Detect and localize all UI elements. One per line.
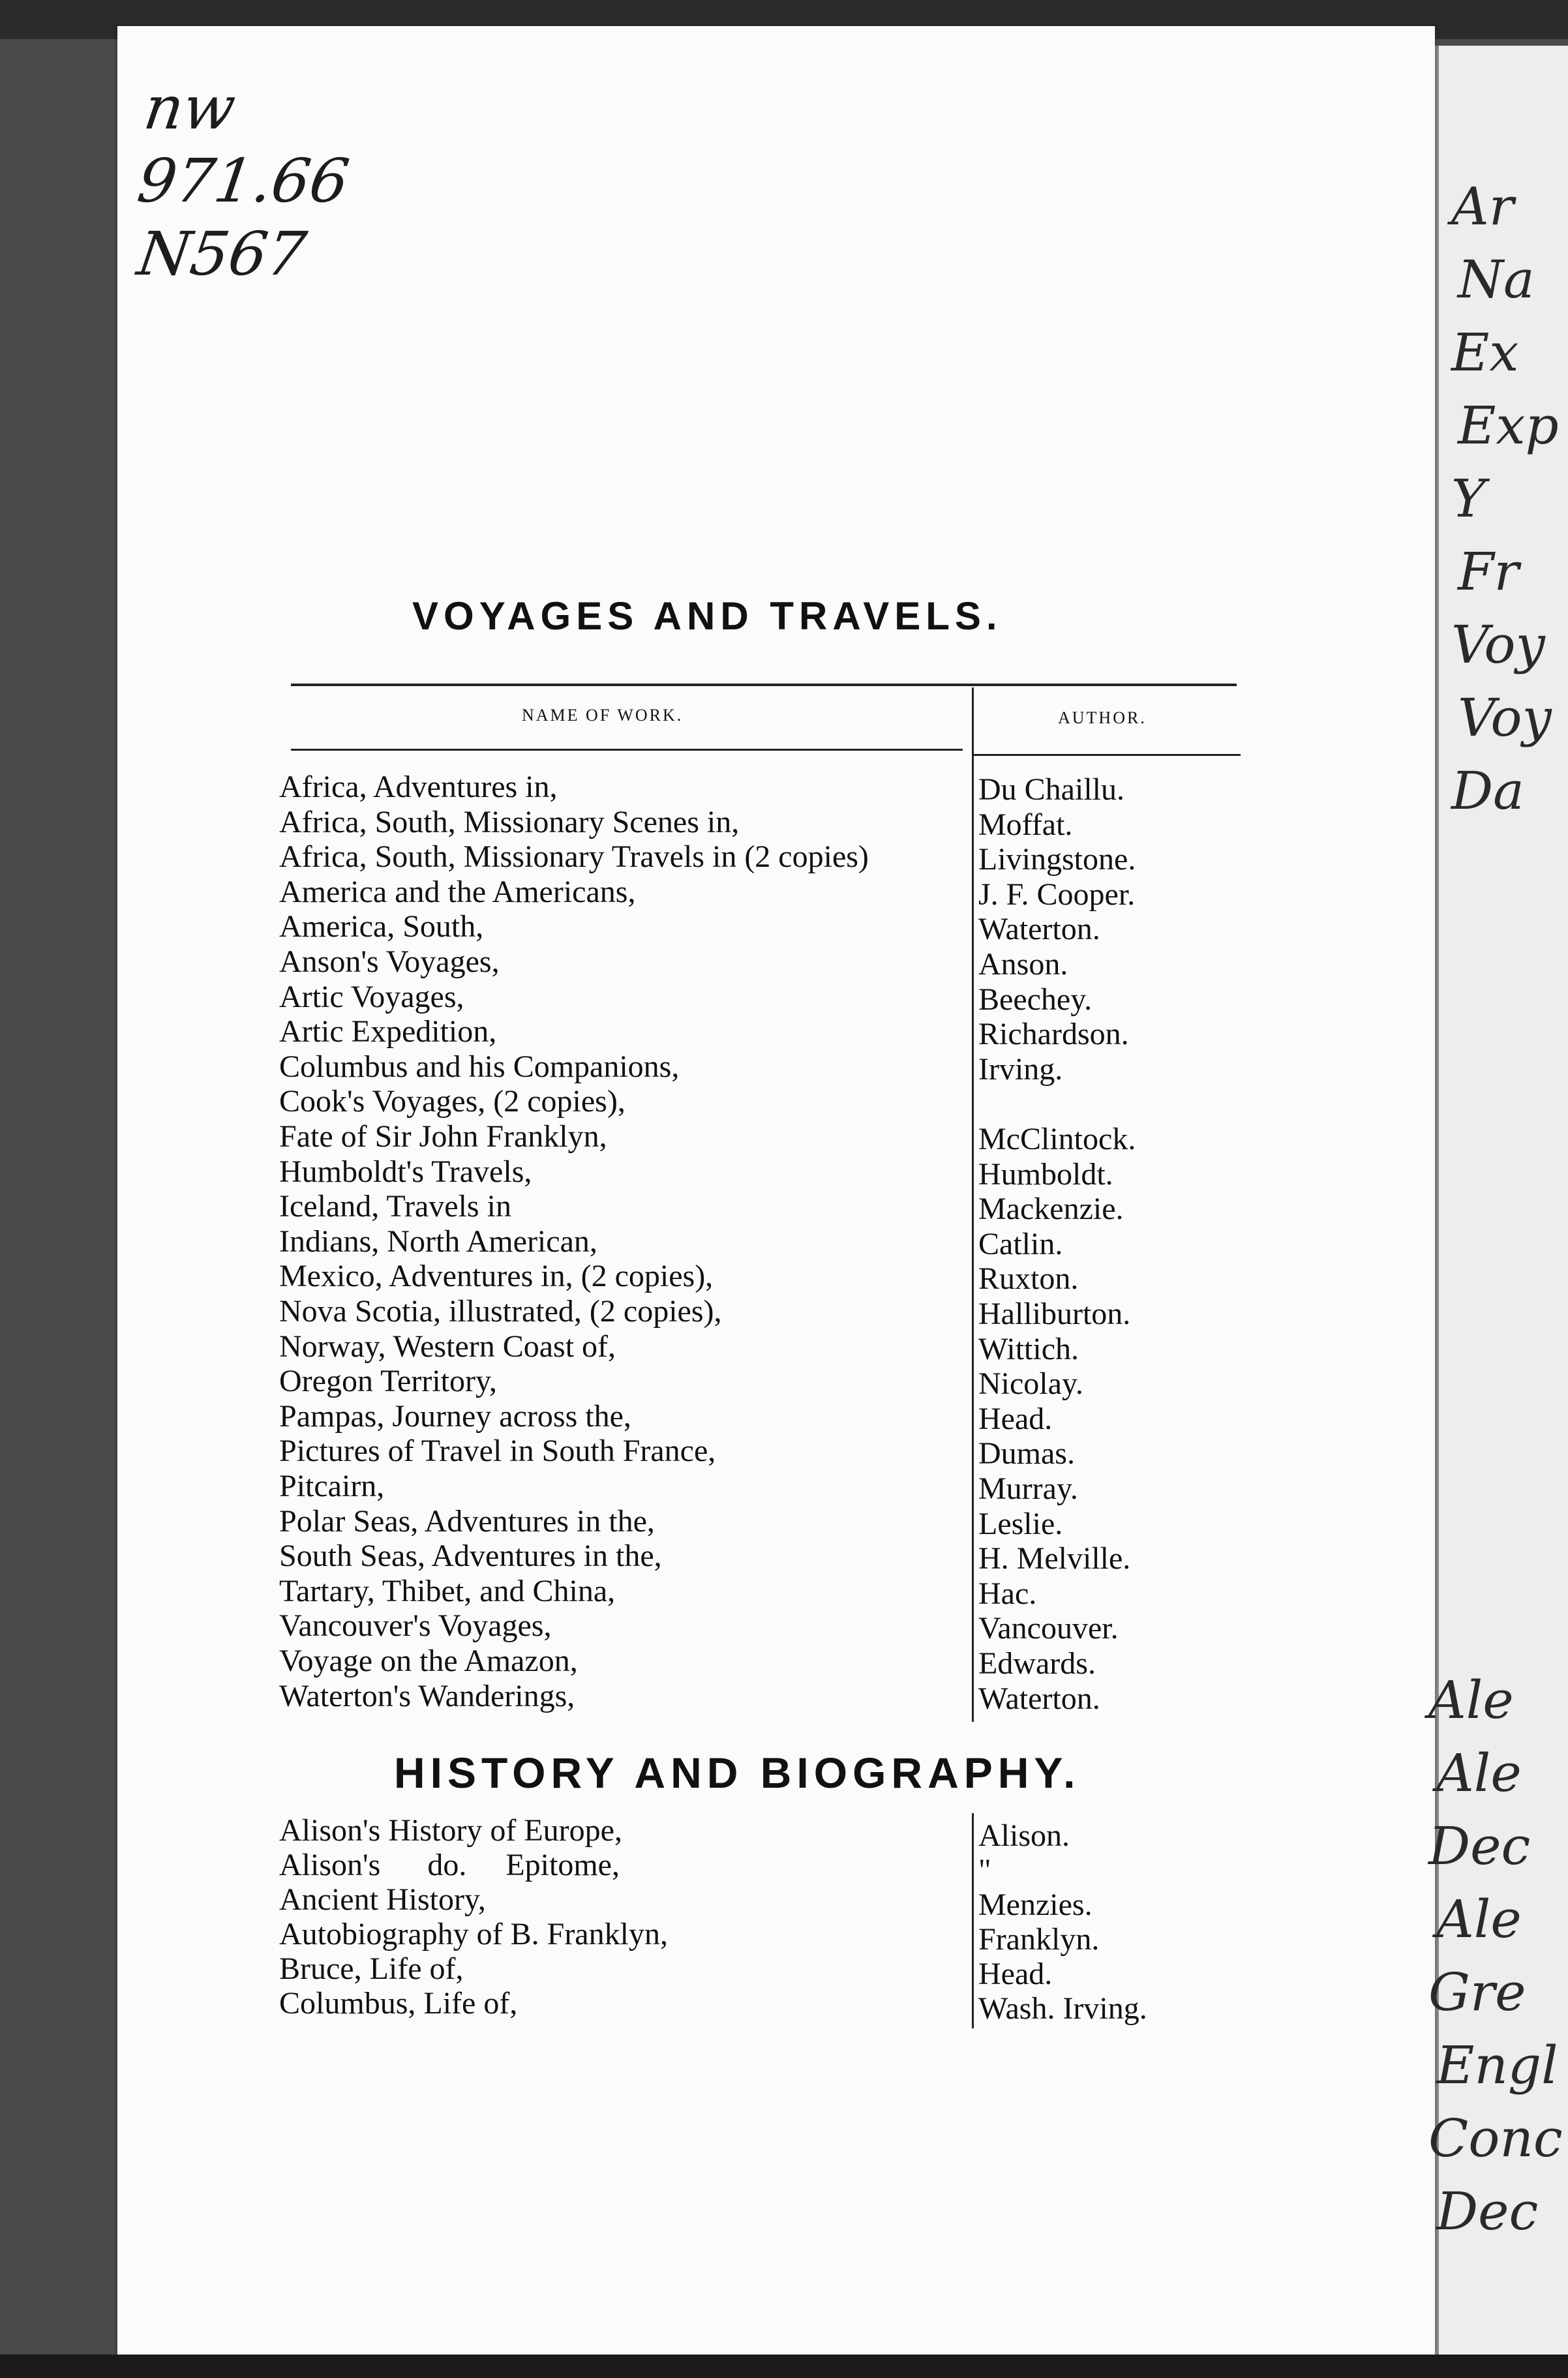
voyage-work-title: Polar Seas, Adventures in the, (279, 1503, 655, 1539)
voyage-author: Beechey. (978, 982, 1093, 1017)
voyage-work-title: Africa, South, Missionary Travels in (2 copies) (279, 839, 869, 875)
handwritten-note: Ale (1436, 1743, 1522, 1803)
handwritten-note: Y (1451, 468, 1486, 529)
voyage-work-title: Pitcairn, (279, 1469, 385, 1503)
voyage-author: Irving. (978, 1051, 1063, 1087)
voyage-author: Moffat. (978, 807, 1073, 842)
voyage-author: J. F. Cooper. (978, 877, 1136, 912)
column-divider (972, 687, 974, 1722)
call-number (133, 72, 354, 291)
voyage-author: Ruxton. (978, 1261, 1079, 1297)
voyage-author: H. Melville. (978, 1541, 1131, 1576)
voyage-author: Halliburton. (978, 1297, 1131, 1331)
voyage-work-title: Fate of Sir John Franklyn, (279, 1119, 607, 1154)
voyage-author: McClintock. (978, 1122, 1136, 1156)
voyage-author: Du Chaillu. (978, 772, 1124, 807)
voyage-author: Mackenzie. (978, 1192, 1124, 1227)
voyage-work-title: Artic Expedition, (279, 1014, 497, 1049)
voyage-work-title: Indians, North American, (279, 1224, 597, 1259)
voyage-work-title: Anson's Voyages, (279, 944, 500, 979)
voyage-work-title: Artic Voyages, (279, 979, 464, 1014)
handwritten-note: Ale (1436, 1889, 1522, 1949)
voyage-author: Richardson. (978, 1017, 1129, 1052)
header-rule-work (291, 749, 963, 751)
history-author: Wash. Irving. (978, 1991, 1147, 2026)
voyage-author: Vancouver. (978, 1611, 1119, 1646)
section-heading-voyages: VOYAGES AND TRAVELS. (412, 594, 1003, 638)
call-number-line: N567 (133, 219, 310, 289)
voyage-work-title: Mexico, Adventures in, (2 copies), (279, 1259, 714, 1294)
voyage-work-title: Norway, Western Coast of, (279, 1329, 616, 1364)
voyage-work-title: America and the Americans, (279, 874, 636, 909)
handwritten-note: Ex (1451, 322, 1519, 383)
voyage-work-title: Cook's Voyages, (2 copies), (279, 1084, 626, 1119)
call-number-line: 971.66 (133, 146, 354, 216)
column-header-author: AUTHOR. (1058, 708, 1147, 727)
section-heading-history: HISTORY AND BIOGRAPHY. (394, 1749, 1081, 1797)
history-author: Menzies. (978, 1888, 1093, 1922)
history-work-title: Autobiography of B. Franklyn, (279, 1917, 668, 1951)
handwritten-note: Conc (1428, 2108, 1563, 2169)
column-divider-history (972, 1813, 974, 2028)
scan-bottom-edge (0, 2355, 1568, 2378)
handwritten-note: Fr (1458, 541, 1519, 602)
handwritten-note: Na (1458, 249, 1535, 310)
voyage-author: Humboldt. (978, 1156, 1113, 1192)
voyage-work-title: America, South, (279, 909, 484, 944)
history-author: Head. (978, 1957, 1053, 1991)
voyage-work-title: Columbus and his Companions, (279, 1049, 680, 1084)
voyage-author: Leslie. (978, 1506, 1063, 1541)
voyage-work-title: Pampas, Journey across the, (279, 1398, 631, 1434)
handwritten-note: Ale (1428, 1670, 1514, 1730)
voyage-work-title: Nova Scotia, illustrated, (2 copies), (279, 1294, 722, 1329)
voyage-work-title: Oregon Territory, (279, 1364, 497, 1399)
voyage-work-title: Vancouver's Voyages, (279, 1608, 552, 1644)
voyage-work-title: Voyage on the Amazon, (279, 1644, 578, 1678)
voyage-work-title: Iceland, Travels in (279, 1189, 511, 1224)
voyage-author: Dumas. (978, 1436, 1075, 1471)
voyage-author: Nicolay. (978, 1366, 1083, 1402)
voyage-author: Waterton. (978, 912, 1100, 947)
voyage-work-title: Africa, Adventures in, (279, 770, 558, 804)
header-rule-author (973, 754, 1241, 756)
handwritten-note: Voy (1451, 614, 1545, 675)
history-work-title: Alison's do. Epitome, (279, 1848, 620, 1882)
voyage-author: Waterton. (978, 1681, 1100, 1716)
handwritten-note: Voy (1458, 687, 1552, 748)
handwritten-note: Dec (1436, 2181, 1539, 2242)
voyage-work-title: Africa, South, Missionary Scenes in, (279, 804, 740, 839)
column-header-work: NAME OF WORK. (522, 706, 684, 725)
voyage-author: Hac. (978, 1576, 1037, 1611)
history-work-title: Ancient History, (279, 1882, 486, 1917)
voyage-work-title: Humboldt's Travels, (279, 1154, 532, 1189)
voyage-author: Head. (978, 1401, 1053, 1436)
voyage-author: Wittich. (978, 1331, 1079, 1366)
voyage-author: Catlin. (978, 1226, 1063, 1261)
history-work-title: Alison's History of Europe, (279, 1813, 622, 1848)
voyage-work-title: Tartary, Thibet, and China, (279, 1573, 616, 1608)
table-top-rule (291, 684, 1237, 686)
voyage-work-title: South Seas, Adventures in the, (279, 1539, 662, 1574)
history-author: Franklyn. (978, 1922, 1100, 1957)
handwritten-note: Exp (1458, 395, 1559, 456)
handwritten-note: Dec (1428, 1816, 1531, 1876)
history-work-title: Columbus, Life of, (279, 1986, 518, 2021)
voyage-author: Livingstone. (978, 842, 1136, 877)
history-author: Alison. (978, 1818, 1070, 1853)
call-number-line: nw (140, 73, 240, 143)
handwritten-note: Ar (1451, 176, 1515, 237)
history-author: " (978, 1853, 991, 1888)
handwritten-note: Da (1451, 760, 1524, 821)
voyage-author: Murray. (978, 1471, 1078, 1506)
handwritten-note: Gre (1428, 1962, 1526, 2023)
handwritten-note: Engl (1436, 2035, 1558, 2096)
voyage-work-title: Waterton's Wanderings, (279, 1678, 575, 1713)
voyage-work-title: Pictures of Travel in South France, (279, 1434, 716, 1469)
voyage-author: Anson. (978, 947, 1068, 982)
history-work-title: Bruce, Life of, (279, 1951, 464, 1986)
voyage-author: Edwards. (978, 1646, 1096, 1681)
